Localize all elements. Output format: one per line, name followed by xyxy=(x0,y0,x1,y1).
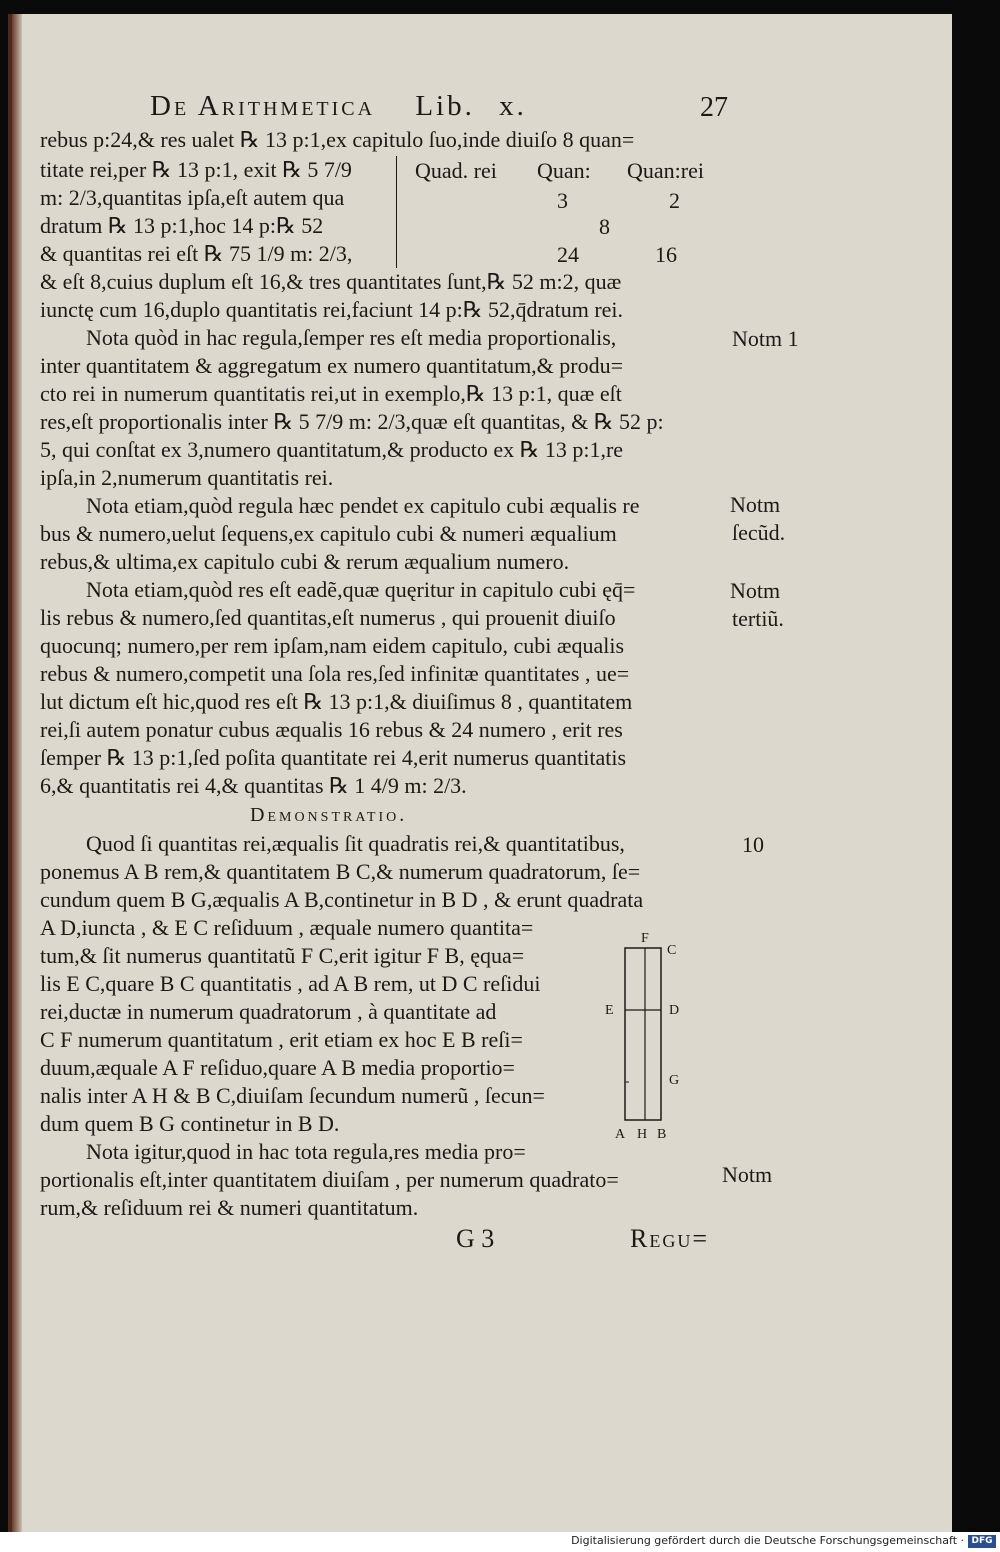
figure-label-b: B xyxy=(657,1127,667,1142)
running-title: De Arithmetica xyxy=(150,90,376,122)
text-line: iunctę cum 16,duplo quantitatis rei,faciunt 14 p:℞ 52,q̄dratum rei. xyxy=(40,297,624,322)
text-line: rebus & numero,competit una ſola res,ſed infinitæ quantitates , ue= xyxy=(40,661,630,686)
text-line: dratum ℞ 13 p:1,hoc 14 p:℞ 52 xyxy=(40,213,324,238)
table-cell: 8 xyxy=(599,214,610,239)
figure-diagram xyxy=(605,932,705,1144)
margin-note: Notm xyxy=(722,1162,773,1187)
text-line: inter quantitatem & aggregatum ex numero quantitatum,& produ= xyxy=(40,353,624,378)
text-line: bus & numero,uelut ſequens,ex capitulo cubi & numeri æqualium xyxy=(40,521,617,546)
folio-number: 27 xyxy=(700,92,728,123)
text-line: rum,& reſiduum rei & numeri quantitatum. xyxy=(40,1195,419,1220)
figure-label-a: A xyxy=(615,1127,626,1142)
signature-mark: G 3 xyxy=(456,1224,495,1253)
text-line: rei,ſi autem ponatur cubus æqualis 16 rebus & 24 numero , erit res xyxy=(40,717,623,742)
text-line: lut dictum eſt hic,quod res eſt ℞ 13 p:1,& diuiſimus 8 , quantitatem xyxy=(40,689,633,714)
figure-label-c: C xyxy=(667,943,677,958)
figure-label-d: D xyxy=(669,1003,680,1018)
text-line: lis E C,quare B C quantitatis , ad A B rem, ut D C reſidui xyxy=(40,971,541,996)
table-cell: 16 xyxy=(655,242,677,267)
table-header: Quan:rei xyxy=(627,158,704,183)
text-line: dum quem B G continetur in B D. xyxy=(40,1111,340,1136)
text-line: Nota etiam,quòd regula hæc pendet ex capitulo cubi æqualis re xyxy=(86,493,640,518)
text-line: cto rei in numerum quantitatis rei,ut in exemplo,℞ 13 p:1, quæ eſt xyxy=(40,381,622,406)
catchword: Regu= xyxy=(630,1224,709,1253)
proportion-table xyxy=(396,156,737,268)
text-line: & eſt 8,cuius duplum eſt 16,& tres quantitates ſunt,℞ 52 m:2, quæ xyxy=(40,269,622,294)
text-line: Quod ſi quantitas rei,æqualis ſit quadratis rei,& quantitatibus, xyxy=(86,831,625,856)
geometric-figure xyxy=(605,932,705,1144)
text-line: res,eſt proportionalis inter ℞ 5 7/9 m: 2/3,quæ eſt quantitas, & ℞ 52 p: xyxy=(40,409,664,434)
page-spine-shadow xyxy=(12,14,22,1532)
funding-credit: Digitalisierung gefördert durch die Deutsche Forschungsgemeinschaft · xyxy=(571,1534,964,1547)
dfg-logo: DFG xyxy=(968,1535,996,1548)
book-label: Lib. xyxy=(415,90,475,122)
text-line: & quantitas rei eſt ℞ 75 1/9 m: 2/3, xyxy=(40,241,353,266)
margin-note: Notm xyxy=(730,492,781,517)
figure-label-f: F xyxy=(641,931,649,946)
text-line: 5, qui conſtat ex 3,numero quantitatum,& producto ex ℞ 13 p:1,re xyxy=(40,437,624,462)
table-cell: 3 xyxy=(557,188,568,213)
text-line: 6,& quantitatis rei 4,& quantitas ℞ 1 4/9 m: 2/3. xyxy=(40,773,467,798)
figure-label-g: G xyxy=(669,1073,680,1088)
margin-note: Notm xyxy=(730,578,781,603)
table-header: Quan: xyxy=(537,158,591,183)
margin-note: Notm 1 xyxy=(732,326,799,351)
book-number: x. xyxy=(499,90,527,122)
text-line: Nota quòd in hac regula,ſemper res eſt media proportionalis, xyxy=(86,325,617,350)
figure-label-h: H xyxy=(637,1127,648,1142)
text-line: ponemus A B rem,& quantitatem B C,& numerum quadratorum, ſe= xyxy=(40,859,641,884)
text-line: duum,æquale A F reſiduo,quare A B media proportio= xyxy=(40,1055,515,1080)
text-line: tum,& ſit numerus quantitatũ F C,erit igitur F B, ęqua= xyxy=(40,943,525,968)
text-line: nalis inter A H & B C,diuiſam ſecundum numerũ , ſecun= xyxy=(40,1083,545,1108)
text-line: C F numerum quantitatum , erit etiam ex hoc E B reſi= xyxy=(40,1027,523,1052)
margin-number: 10 xyxy=(742,832,764,857)
text-line: Nota etiam,quòd res eſt eadẽ,quæ quęritur in capitulo cubi ęq̄= xyxy=(86,577,636,602)
text-line: rei,ductæ in numerum quadratorum , à quantitate ad xyxy=(40,999,497,1024)
text-line: titate rei,per ℞ 13 p:1, exit ℞ 5 7/9 xyxy=(40,157,352,182)
table-cell: 2 xyxy=(669,188,680,213)
text-line: Nota igitur,quod in hac tota regula,res media pro= xyxy=(86,1139,526,1164)
text-line: rebus p:24,& res ualet ℞ 13 p:1,ex capitulo ſuo,inde diuiſo 8 quan= xyxy=(40,127,635,152)
text-line: m: 2/3,quantitas ipſa,eſt autem qua xyxy=(40,185,345,210)
figure-label-e: E xyxy=(605,1003,614,1018)
text-line: portionalis eſt,inter quantitatem diuiſam , per numerum quadrato= xyxy=(40,1167,619,1192)
text-line: rebus,& ultima,ex capitulo cubi & rerum æqualium numero. xyxy=(40,549,570,574)
running-header xyxy=(150,90,527,123)
digitization-footer xyxy=(0,1532,1000,1552)
text-line: ipſa,in 2,numerum quantitatis rei. xyxy=(40,465,334,490)
margin-note: tertiũ. xyxy=(732,606,784,631)
text-line: A D,iuncta , & E C reſiduum , æquale numero quantita= xyxy=(40,915,534,940)
text-line: ſemper ℞ 13 p:1,ſed poſita quantitate rei 4,erit numerus quantitatis xyxy=(40,745,627,770)
table-header: Quad. rei xyxy=(415,158,497,183)
table-cell: 24 xyxy=(557,242,579,267)
text-line: quocunq; numero,per rem ipſam,nam eidem capitulo, cubi æqualis xyxy=(40,633,625,658)
text-line: cundum quem B G,æqualis A B,continetur in B D , & erunt quadrata xyxy=(40,887,644,912)
text-line: lis rebus & numero,ſed quantitas,eſt numerus , qui prouenit diuiſo xyxy=(40,605,616,630)
section-heading: Demonstratio. xyxy=(250,804,408,826)
margin-note: ſecũd. xyxy=(732,520,786,545)
